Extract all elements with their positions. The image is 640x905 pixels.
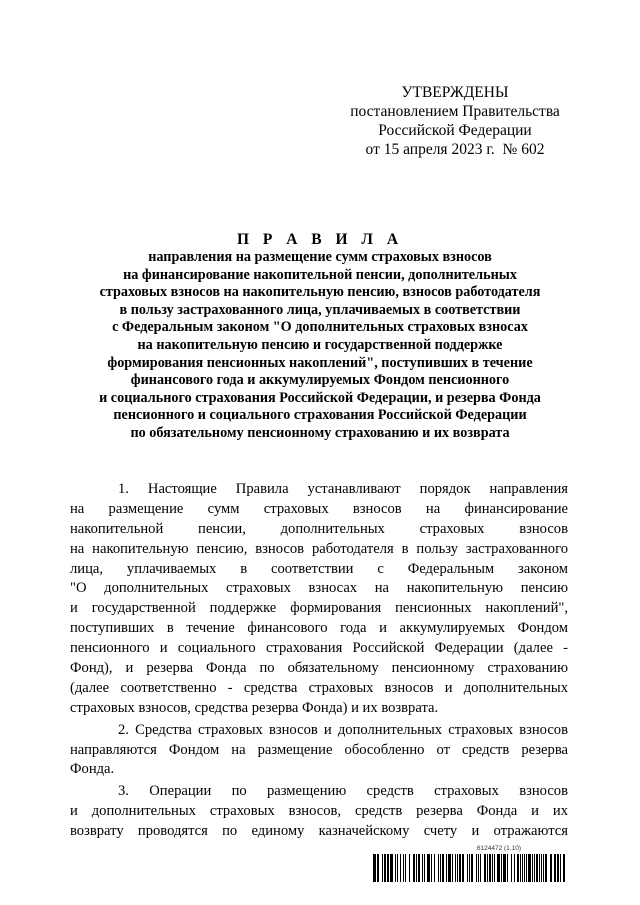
text-line: 3. Операции по размещению средств страховых взносов <box>118 783 568 800</box>
barcode-bar <box>397 854 398 882</box>
barcode-bar <box>543 854 544 882</box>
barcode-bar <box>413 854 415 882</box>
barcode-bar <box>442 854 444 882</box>
barcode-bar <box>520 854 521 882</box>
text-line: "О дополнительных страховых взносах на накопительную пенсию <box>70 580 568 597</box>
barcode-bar <box>511 854 512 882</box>
approval-stamp <box>340 83 570 159</box>
barcode-bar <box>452 854 453 882</box>
barcode-bar <box>563 854 565 882</box>
barcode-bar <box>541 854 542 882</box>
approval-line: Российской Федерации <box>378 122 532 139</box>
subtitle-line: с Федеральным законом "О дополнительных страховых взносах <box>112 319 528 336</box>
barcode-bar <box>536 854 538 882</box>
text-line: на размещение сумм страховых взносов на финансирование <box>70 500 568 517</box>
barcode-bar <box>550 854 552 882</box>
barcode-bar <box>514 854 515 882</box>
barcode-bar <box>560 854 561 882</box>
barcode-bar <box>382 854 383 882</box>
barcode-bar <box>487 854 488 882</box>
barcode-bar <box>492 854 493 882</box>
body-text <box>70 480 568 842</box>
barcode-bar <box>476 854 477 882</box>
barcode-bar <box>539 854 540 882</box>
barcode-bar <box>440 854 441 882</box>
barcode-bar <box>431 854 432 882</box>
barcode-bar <box>434 854 435 882</box>
subtitle-line: на финансирование накопительной пенсии, дополнительных <box>123 266 517 283</box>
barcode-bar <box>489 854 491 882</box>
barcode-bar <box>484 854 486 882</box>
subtitle-line: пенсионного и социального страхования Российской Федерации <box>113 407 527 424</box>
barcode-bar <box>557 854 559 882</box>
barcode-bar <box>503 854 506 882</box>
approval-line: постановлением Правительства <box>350 103 560 120</box>
barcode-bar <box>448 854 451 882</box>
barcode-bar <box>387 854 389 882</box>
barcode-bar <box>438 854 439 882</box>
barcode <box>373 854 567 882</box>
barcode-bar <box>457 854 458 882</box>
barcode-bar <box>418 854 420 882</box>
barcode-bar <box>528 854 531 882</box>
rules-title: П Р А В И Л А <box>236 231 404 248</box>
barcode-bar <box>501 854 502 882</box>
text-line: (далее соответственно - средства страховых взносов и дополнительных <box>70 679 568 696</box>
text-line: накопительной пенсии, дополнительных страховых взносов <box>70 520 568 537</box>
approval-line: от 15 апреля 2023 г. № 602 <box>365 141 545 158</box>
text-line: направляются Фондом на размещение обособленно от средств резерва <box>70 741 568 758</box>
barcode-bar <box>517 854 519 882</box>
text-line: Фонд), и резерва Фонда по обязательному пенсионному страхованию <box>70 660 568 677</box>
barcode-bar <box>446 854 447 882</box>
barcode-bar <box>497 854 500 882</box>
barcode-bar <box>469 854 470 882</box>
text-line: Фонда. <box>70 761 115 778</box>
paragraph-3 <box>70 782 568 842</box>
subtitle-line: формирования пенсионных накоплений", поступивших в течение <box>107 354 533 371</box>
text-line: и дополнительных страховых взносов, средств резерва Фонда и их <box>70 803 568 820</box>
subtitle-line: на накопительную пенсию и государственной поддержке <box>137 336 503 353</box>
text-line: 1. Настоящие Правила устанавливают порядок направления <box>118 481 568 497</box>
barcode-bar <box>384 854 386 882</box>
barcode-bar <box>545 854 547 882</box>
text-line: страховых взносов, средства резерва Фонда) и их возврата. <box>70 699 439 716</box>
barcode-bar <box>455 854 456 882</box>
barcode-bar <box>424 854 425 882</box>
barcode-bar <box>422 854 423 882</box>
barcode-bar <box>471 854 473 882</box>
text-line: поступивших в течение финансового года и аккумулируемых Фондом <box>70 620 568 637</box>
paragraph-1 <box>70 480 568 719</box>
barcode-bar <box>377 854 379 882</box>
barcode-bar <box>427 854 430 882</box>
rules-subtitle <box>70 249 570 443</box>
barcode-bar <box>534 854 535 882</box>
barcode-bar <box>526 854 527 882</box>
barcode-bar <box>403 854 404 882</box>
barcode-bar <box>395 854 396 882</box>
barcode-bar <box>373 854 376 882</box>
text-line: лица, уплачиваемых в соответствии с Федеральным законом <box>70 560 568 577</box>
text-line: 2. Средства страховых взносов и дополнительных страховых взносов <box>118 721 568 738</box>
subtitle-line: направления на размещение сумм страховых взносов <box>148 249 492 265</box>
approval-line: УТВЕРЖДЕНЫ <box>401 84 509 101</box>
barcode-bar <box>554 854 556 882</box>
document-footer <box>373 845 567 882</box>
barcode-bar <box>405 854 406 882</box>
barcode-bar <box>390 854 393 882</box>
barcode-bar <box>462 854 464 882</box>
document-code: 6124472 (1.10) <box>476 845 521 852</box>
subtitle-line: и социального страхования Российской Федерации, и резерва Фонда <box>99 389 541 406</box>
barcode-bar <box>524 854 525 882</box>
text-line: на накопительную пенсию, взносов работодателя в пользу застрахованного <box>70 540 568 557</box>
barcode-bar <box>480 854 481 882</box>
barcode-bar <box>494 854 495 882</box>
barcode-bar <box>532 854 533 882</box>
barcode-bar <box>459 854 461 882</box>
paragraph-2 <box>70 721 568 781</box>
barcode-bar <box>522 854 523 882</box>
text-line: возврату проводятся по единому казначейскому счету и отражаются <box>70 823 568 840</box>
barcode-bar <box>409 854 410 882</box>
barcode-bar <box>400 854 401 882</box>
text-line: пенсионного и социального страхования Российской Федерации (далее - <box>70 640 568 657</box>
barcode-bar <box>478 854 479 882</box>
subtitle-line: страховых взносов на накопительную пенсию, взносов работодателя <box>99 284 541 301</box>
subtitle-line: по обязательному пенсионному страхованию и их возврата <box>130 424 510 441</box>
text-line: и государственной поддержке формирования пенсионных накоплений", <box>70 600 568 617</box>
subtitle-line: в пользу застрахованного лица, уплачиваемых в соответствии <box>119 301 521 318</box>
barcode-bar <box>467 854 468 882</box>
subtitle-line: финансового года и аккумулируемых Фондом пенсионного <box>130 372 510 389</box>
barcode-bar <box>416 854 417 882</box>
barcode-bar <box>507 854 508 882</box>
